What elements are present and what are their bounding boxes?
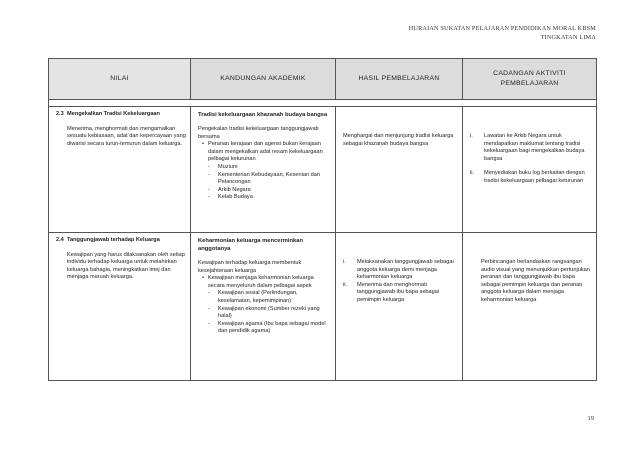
kandungan-cell [191, 233, 336, 381]
nilai-cell [49, 233, 191, 381]
header-line-2: TINGKATAN LIMA [540, 34, 596, 41]
nilai-number: 2.3 [56, 111, 64, 117]
nilai-title: Mengekalkan Tradisi Kekeluargaan [67, 111, 160, 117]
nilai-title: Tanggungjawab terhadap Keluarga [67, 237, 160, 243]
aktiviti-cell [463, 107, 597, 233]
nilai-number: 2.4 [56, 237, 64, 243]
hasil-cell [336, 107, 463, 233]
list-item: i. Lawatan ke Arkib Negara untuk mendapatkan maklumat tentang tradisi kekeluargaan bagi mengekalkan budaya bangsa [470, 133, 585, 162]
bullet-icon: • [202, 275, 204, 282]
bullet-icon: • [202, 141, 204, 148]
table-row [49, 107, 597, 233]
hasil-text: Menghargai dan menjunjung tradisi keluarga sebagai khazanah budaya bangsa [343, 133, 454, 147]
list-item: • Peranan kerajaan dan agensi bukan kerajaan dalam mengekalkan adat resam kekeluargaan pelbagai keturunan [198, 141, 331, 164]
column-header-aktiviti: CADANGAN AKTIVITI PEMBELAJARAN [463, 59, 597, 100]
column-header-kandungan: KANDUNGAN AKADEMIK [191, 59, 336, 100]
nilai-cell [49, 107, 191, 233]
list-item: - Kewajipan agama (Ibu bapa sebagai model dan pendidik agama) [208, 320, 326, 335]
list-item: - Arkib Negara [208, 186, 251, 193]
list-item: - Kementerian Kebudayaan, Kesenian dan Pelancongan [208, 171, 321, 186]
list-item: - Kelab Budaya [208, 194, 253, 201]
nilai-description: Menerima, menghormati dan mengamalkan sesuatu kebiasaan, adat dan kepercayaan yang diwarisi secara turun-temurun dalam keluarga. [67, 125, 186, 147]
kandungan-title: Tradisi kekeluargaan khazanah budaya bangsa [198, 112, 328, 118]
aktiviti-text: Perbincangan berlandaskan rangsangan audio visual yang menunjukkan pertunjukan peranan dan tanggungjawab ibu bapa sebagai pemimpin keluarga dan peranan anggota keluarga dalam menjaga keharmonian keluarga [481, 259, 590, 303]
list-item: • Kewajipan menjaga keharmonian keluarga secara menyeluruh dalam pelbagai aspek [198, 275, 331, 290]
column-header-nilai: NILAI [49, 59, 191, 100]
nilai-description: Kewajipan yang harus dilaksanakan oleh setiap individu terhadap keluarga untuk melahirkan keluarga bahagia, meningkatkan imej dan menjaga maruah keluarga. [67, 251, 185, 281]
list-item: ii. Menerima dan menghormati tanggungjawab ibu bapa sebagai pemimpin keluarga [343, 281, 440, 303]
hasil-cell [336, 233, 463, 381]
kandungan-intro: Kewajipan terhadap keluarga membentuk kesejahteraan keluarga [198, 260, 302, 274]
list-item: - Muzium [208, 163, 238, 170]
list-item: i. Melaksanakan tanggungjawab sebagai anggota keluarga demi menjaga keharmonian keluarga [343, 259, 454, 281]
syllabus-table [48, 58, 597, 381]
list-item: - Kewajipan ekonomi (Sumber rezeki yang halal) [208, 305, 320, 320]
table-header-row [49, 59, 597, 100]
kandungan-intro: Pengekalan tradisi kekeluargaan tanggungjawab bersama [198, 126, 319, 140]
page-number: 19 [587, 415, 594, 422]
kandungan-cell [191, 107, 336, 233]
table-row [49, 233, 597, 381]
document-header [409, 24, 596, 42]
header-line-1: HURAIAN SUKATAN PELAJARAN PENDIDIKAN MORAL KBSM [408, 25, 596, 32]
column-header-hasil: HASIL PEMBELAJARAN [336, 59, 463, 100]
list-item: ii. Menyediakan buku log berkaitan dengan tradisi kekeluargaan pelbagai keturunan [470, 170, 585, 184]
aktiviti-cell [463, 233, 597, 381]
kandungan-title: Keharmonian keluarga mencerminkan anggotanya [198, 238, 304, 252]
list-item: - Kewajipan sosial (Perlindungan, keselamatan, kepemimpinan) [208, 290, 298, 304]
